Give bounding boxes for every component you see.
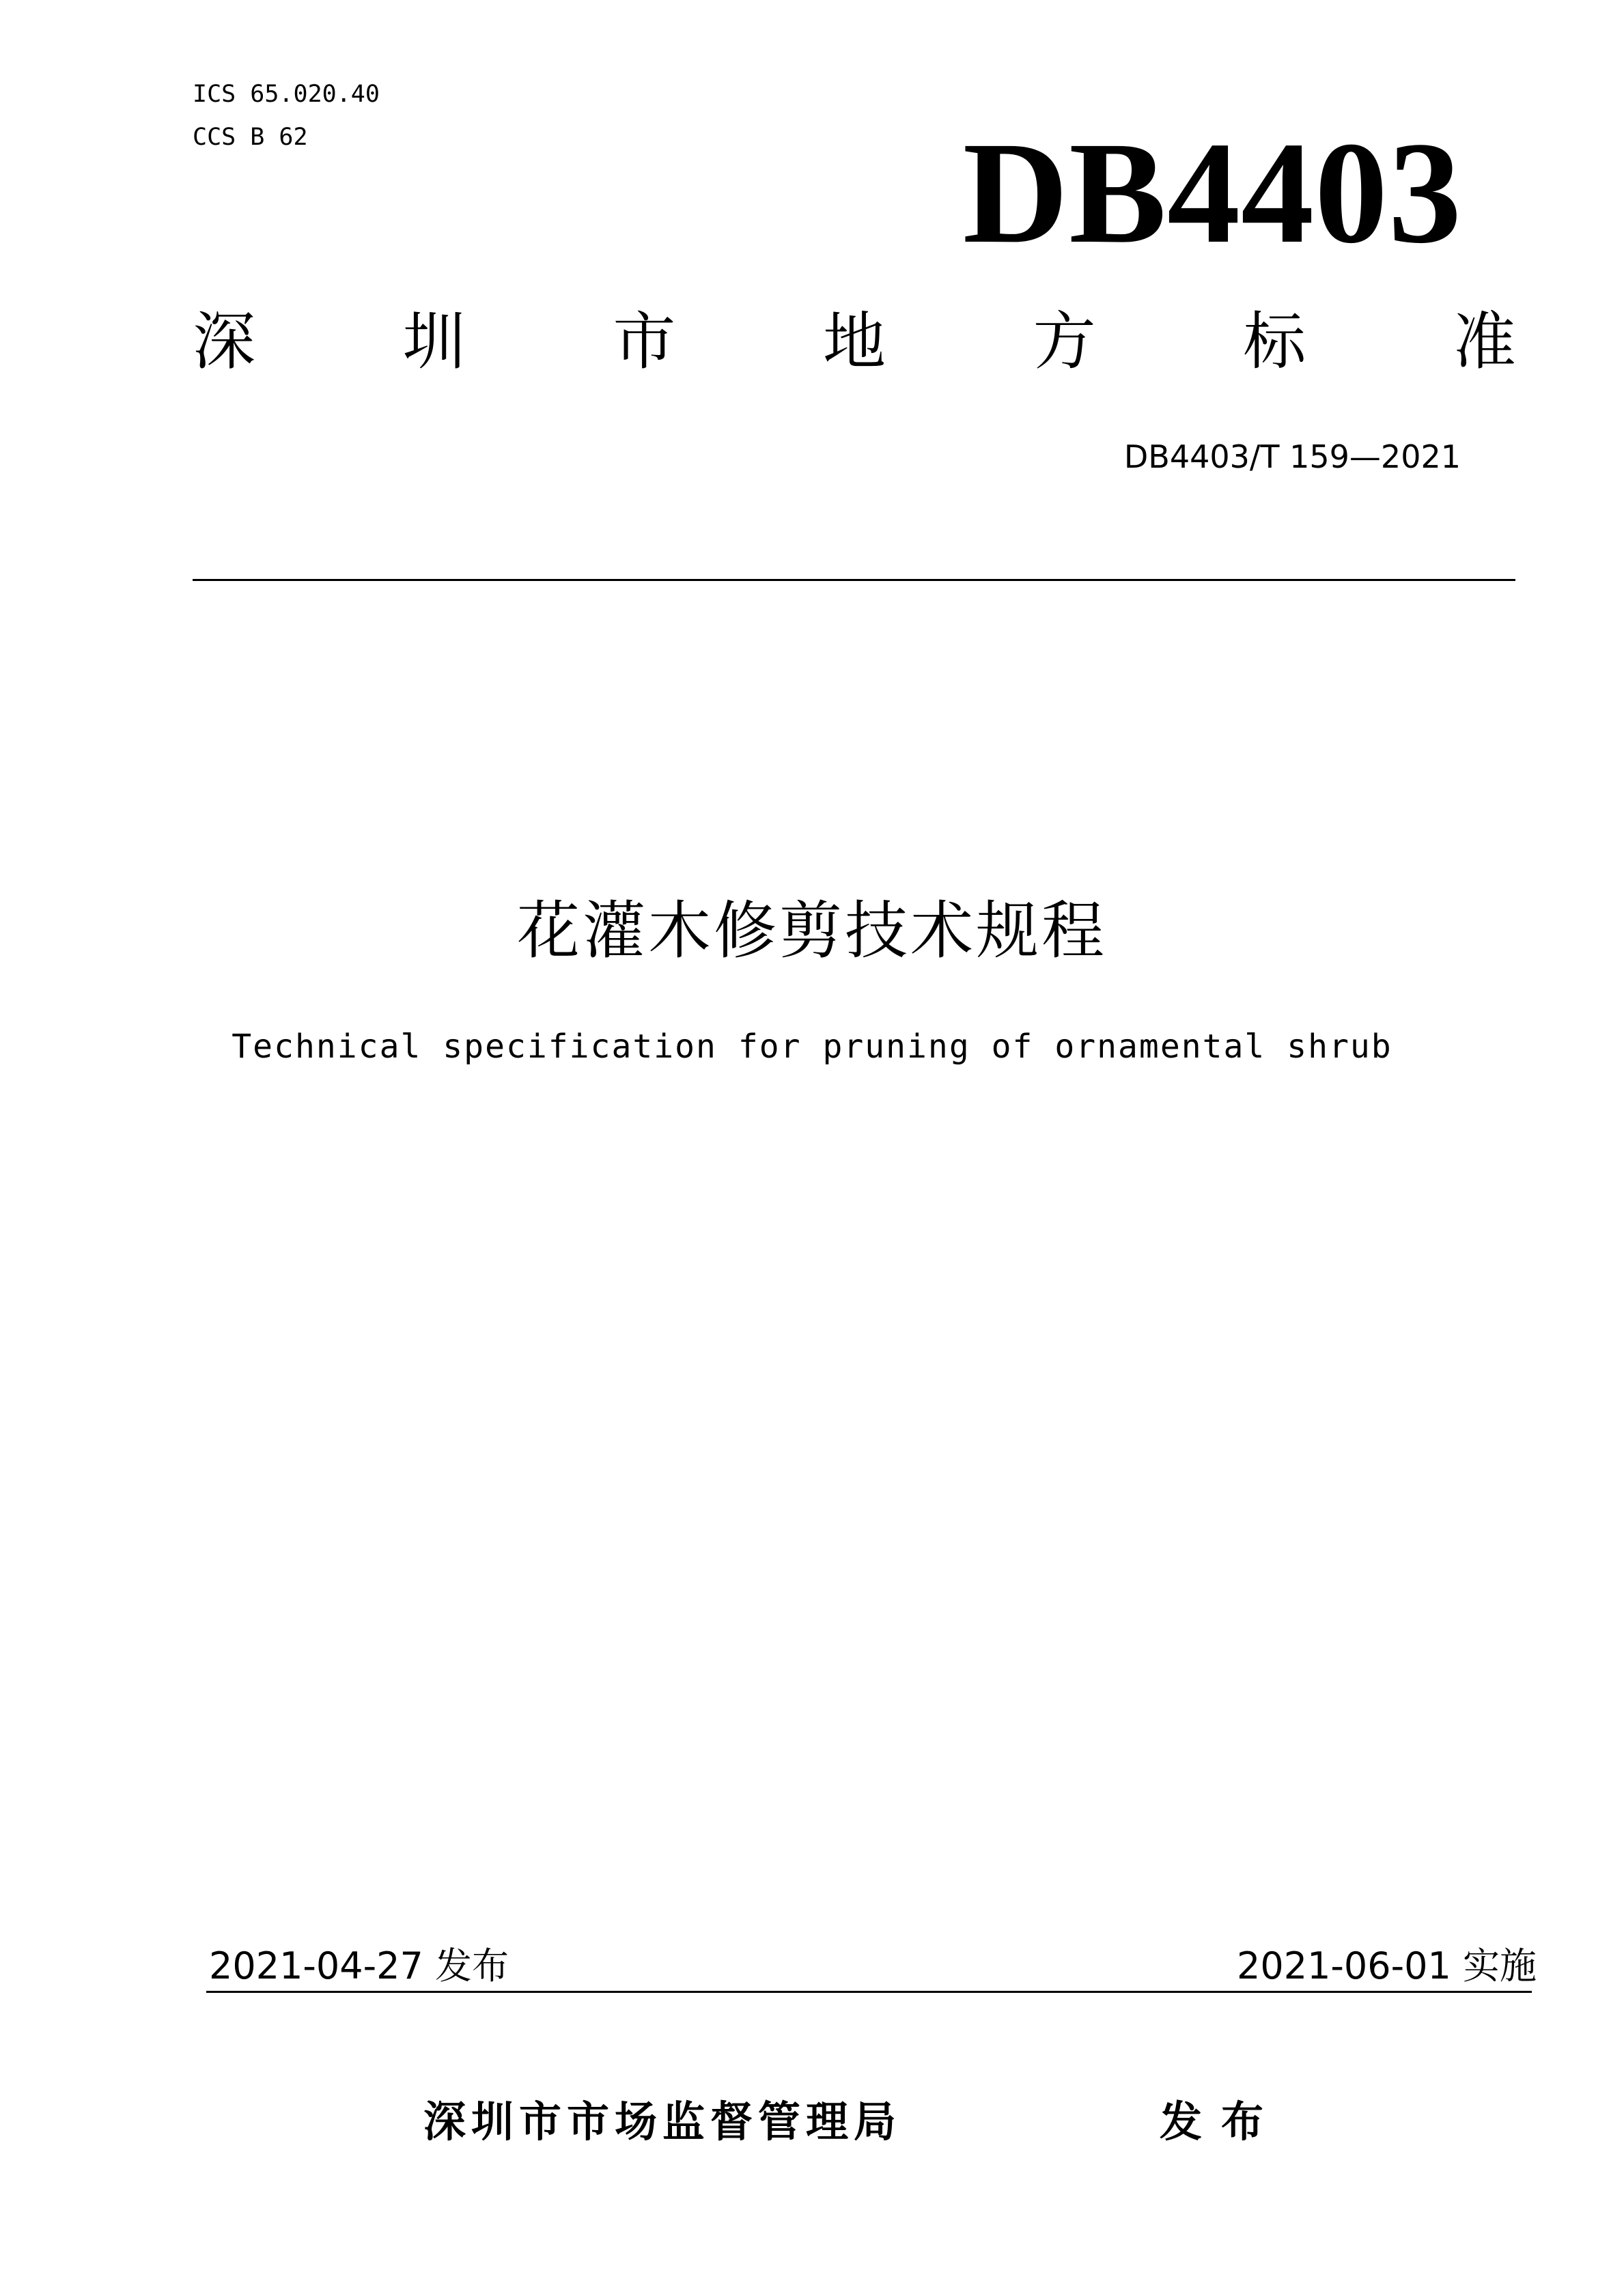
top-divider	[193, 579, 1515, 581]
document-title-chinese: 花灌木修剪技术规程	[516, 894, 1107, 967]
title-char: 标	[1243, 305, 1306, 378]
standard-number: DB4403/T 159—2021	[1123, 438, 1461, 475]
publish-label: 发布	[1160, 2097, 1283, 2146]
title-char: 准	[1453, 305, 1516, 378]
title-char: 圳	[402, 305, 466, 378]
local-standard-title	[193, 305, 1516, 378]
title-char: 地	[822, 305, 886, 378]
document-title-english: Technical specification for pruning of ornamental shrub	[232, 1027, 1392, 1066]
issuing-authority: 深圳市市场监督管理局	[423, 2097, 902, 2146]
title-char: 市	[613, 305, 676, 378]
issue-date: 2021-04-27 发布	[209, 1944, 509, 1987]
title-char: 深	[193, 305, 256, 378]
ccs-code: CCS B 62	[193, 124, 308, 151]
title-char: 方	[1033, 305, 1096, 378]
implementation-date: 2021-06-01 实施	[1237, 1944, 1537, 1987]
ics-code: ICS 65.020.40	[193, 81, 380, 108]
db-code-large: DB4403	[962, 112, 1462, 274]
bottom-divider	[206, 1991, 1532, 1993]
